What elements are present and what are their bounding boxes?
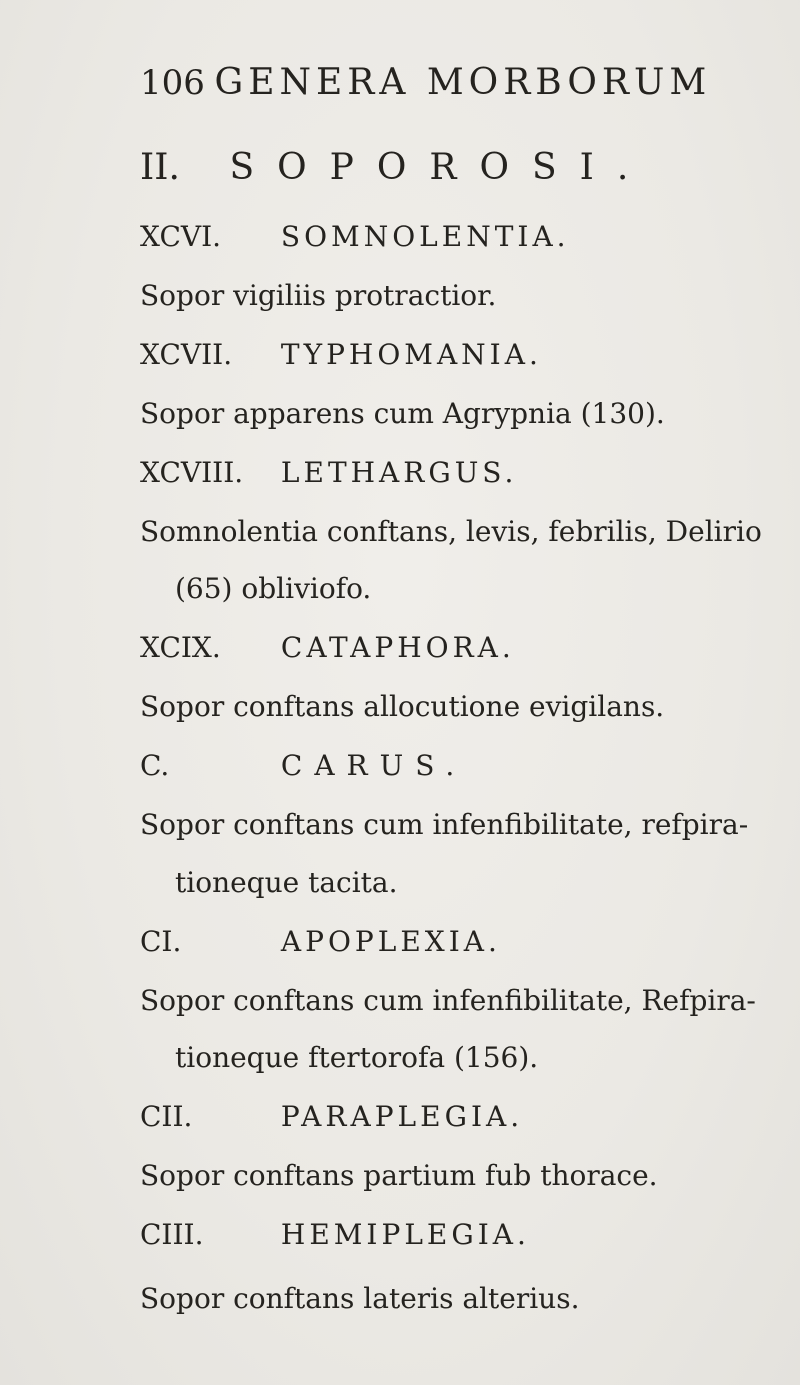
running-head [140, 62, 760, 103]
section-number: II. [140, 147, 180, 188]
entry-name: APOPLEXIA. [280, 925, 501, 958]
entry-description: Sopor apparens cum Agrypnia (130). [140, 397, 665, 430]
entry-description: Sopor conftans allocutione evigilans. [140, 690, 665, 723]
entry-number: C. [140, 749, 170, 782]
entry-heading [140, 1100, 523, 1133]
entry-heading [140, 1218, 530, 1251]
entry-description: Somnolentia conftans, levis, febrilis, Delirio [140, 515, 762, 548]
entry-description-continued: tioneque ftertorofa (156). [175, 1041, 539, 1074]
entry-number: XCVI. [140, 220, 222, 253]
entry-heading [140, 631, 515, 664]
section-title [140, 147, 651, 188]
running-head-title: GENERA MORBORUM [214, 62, 712, 103]
entry-description: Sopor conftans partium fub thorace. [140, 1159, 658, 1192]
section-name: SOPOROSI. [229, 147, 652, 188]
entry-heading [140, 456, 517, 489]
page-number: 106 [140, 63, 205, 103]
entry-number: XCVII. [140, 338, 233, 371]
entry-name: SOMNOLENTIA. [280, 220, 570, 253]
entry-name: CARUS. [280, 749, 467, 782]
entry-number: XCVIII. [140, 456, 244, 489]
entry-number: CI. [140, 925, 182, 958]
entry-name: PARAPLEGIA. [280, 1100, 524, 1133]
entry-description-continued: (65) obliviofo. [175, 572, 372, 605]
entry-heading [140, 338, 542, 371]
entry-heading [140, 749, 466, 782]
entry-number: CII. [140, 1100, 193, 1133]
entry-heading [140, 925, 501, 958]
entry-name: LETHARGUS. [280, 456, 518, 489]
entry-number: CIII. [140, 1218, 204, 1251]
entry-description: Sopor conftans cum infenfibilitate, refpira- [140, 808, 749, 841]
entry-description-continued: tioneque tacita. [175, 866, 398, 899]
entry-description: Sopor conftans lateris alterius. [140, 1282, 580, 1315]
entry-name: CATAPHORA. [280, 631, 515, 664]
entry-description: Sopor vigiliis protractior. [140, 279, 497, 312]
entry-name: TYPHOMANIA. [280, 338, 542, 371]
entry-description: Sopor conftans cum infenfibilitate, Refpira- [140, 984, 756, 1017]
entry-heading [140, 220, 570, 253]
entry-number: XCIX. [140, 631, 221, 664]
entry-name: HEMIPLEGIA. [280, 1218, 530, 1251]
